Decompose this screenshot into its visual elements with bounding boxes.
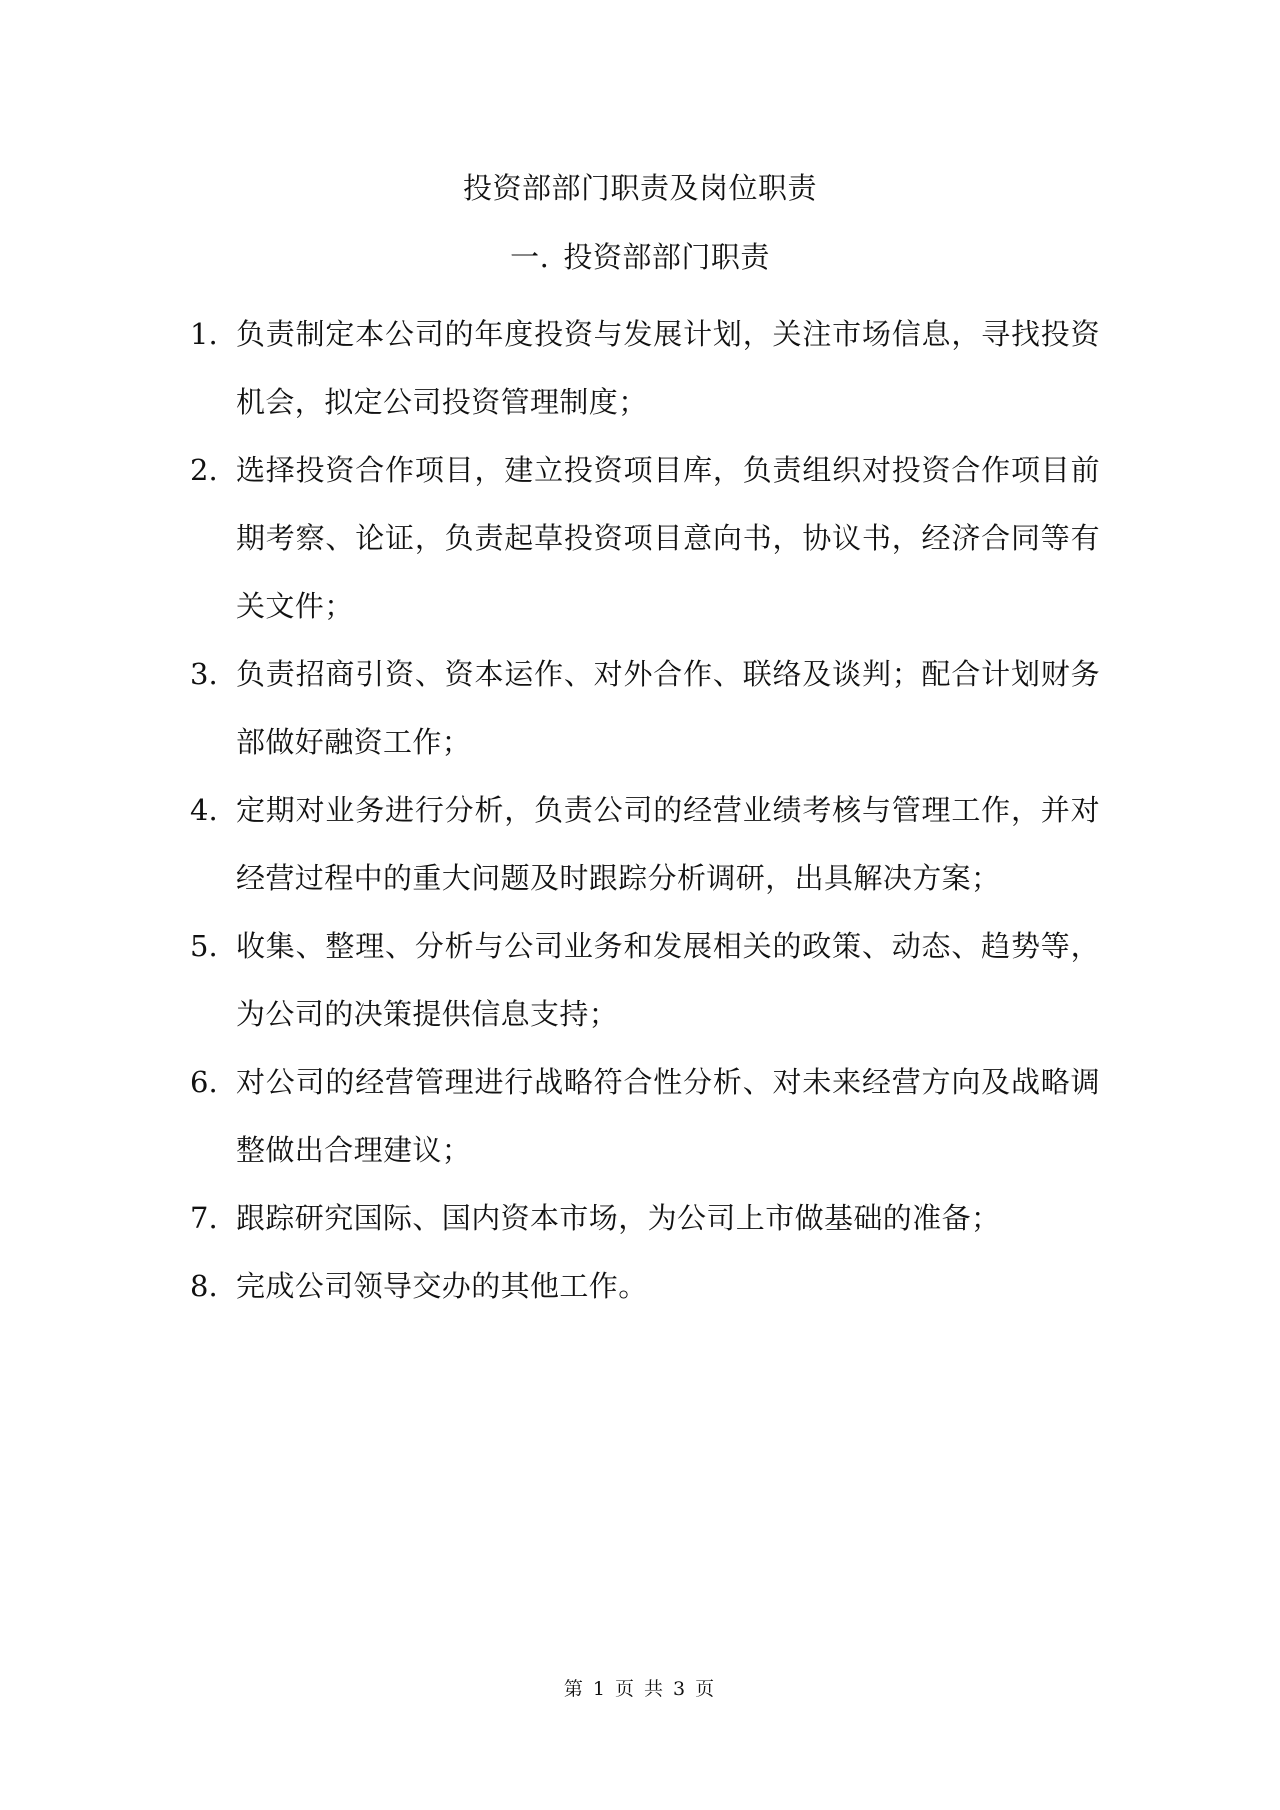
duty-text: 定期对业务进行分析，负责公司的经营业绩考核与管理工作，并对经营过程中的重大问题及时跟踪分析调研，出具解决方案； bbox=[236, 793, 1100, 895]
duty-item bbox=[190, 1184, 1100, 1252]
duty-number: 5. bbox=[190, 929, 218, 963]
duty-number: 8. bbox=[190, 1269, 218, 1303]
duty-item bbox=[190, 640, 1100, 776]
duty-list bbox=[190, 300, 1100, 1320]
duty-text: 完成公司领导交办的其他工作。 bbox=[236, 1269, 648, 1303]
duty-text: 负责制定本公司的年度投资与发展计划，关注市场信息，寻找投资机会，拟定公司投资管理制度； bbox=[236, 317, 1100, 419]
duty-number: 4. bbox=[190, 793, 218, 827]
page-footer: 第 1 页 共 3 页 bbox=[563, 1678, 717, 1700]
section-heading bbox=[0, 237, 1280, 277]
duty-text: 选择投资合作项目，建立投资项目库，负责组织对投资合作项目前期考察、论证，负责起草投资项目意向书，协议书，经济合同等有关文件； bbox=[236, 453, 1100, 623]
duty-number: 7. bbox=[190, 1201, 218, 1235]
duty-item bbox=[190, 1252, 1100, 1320]
duty-text: 负责招商引资、资本运作、对外合作、联络及谈判；配合计划财务部做好融资工作； bbox=[236, 657, 1100, 759]
duty-text: 收集、整理、分析与公司业务和发展相关的政策、动态、趋势等，为公司的决策提供信息支持； bbox=[236, 929, 1100, 1031]
duty-number: 1. bbox=[190, 317, 218, 351]
duty-item bbox=[190, 912, 1100, 1048]
duty-text: 对公司的经营管理进行战略符合性分析、对未来经营方向及战略调整做出合理建议； bbox=[236, 1065, 1100, 1167]
document-title: 投资部部门职责及岗位职责 bbox=[462, 171, 817, 205]
duty-item bbox=[190, 300, 1100, 436]
section-heading-text: 投资部部门职责 bbox=[563, 240, 770, 274]
duty-number: 3. bbox=[190, 657, 218, 691]
duty-item bbox=[190, 436, 1100, 640]
section-number: 一. bbox=[510, 240, 550, 274]
duty-item bbox=[190, 1048, 1100, 1184]
duty-number: 2. bbox=[190, 453, 218, 487]
duty-text: 跟踪研究国际、国内资本市场，为公司上市做基础的准备； bbox=[236, 1201, 1001, 1235]
duty-number: 6. bbox=[190, 1065, 218, 1099]
duty-item bbox=[190, 776, 1100, 912]
